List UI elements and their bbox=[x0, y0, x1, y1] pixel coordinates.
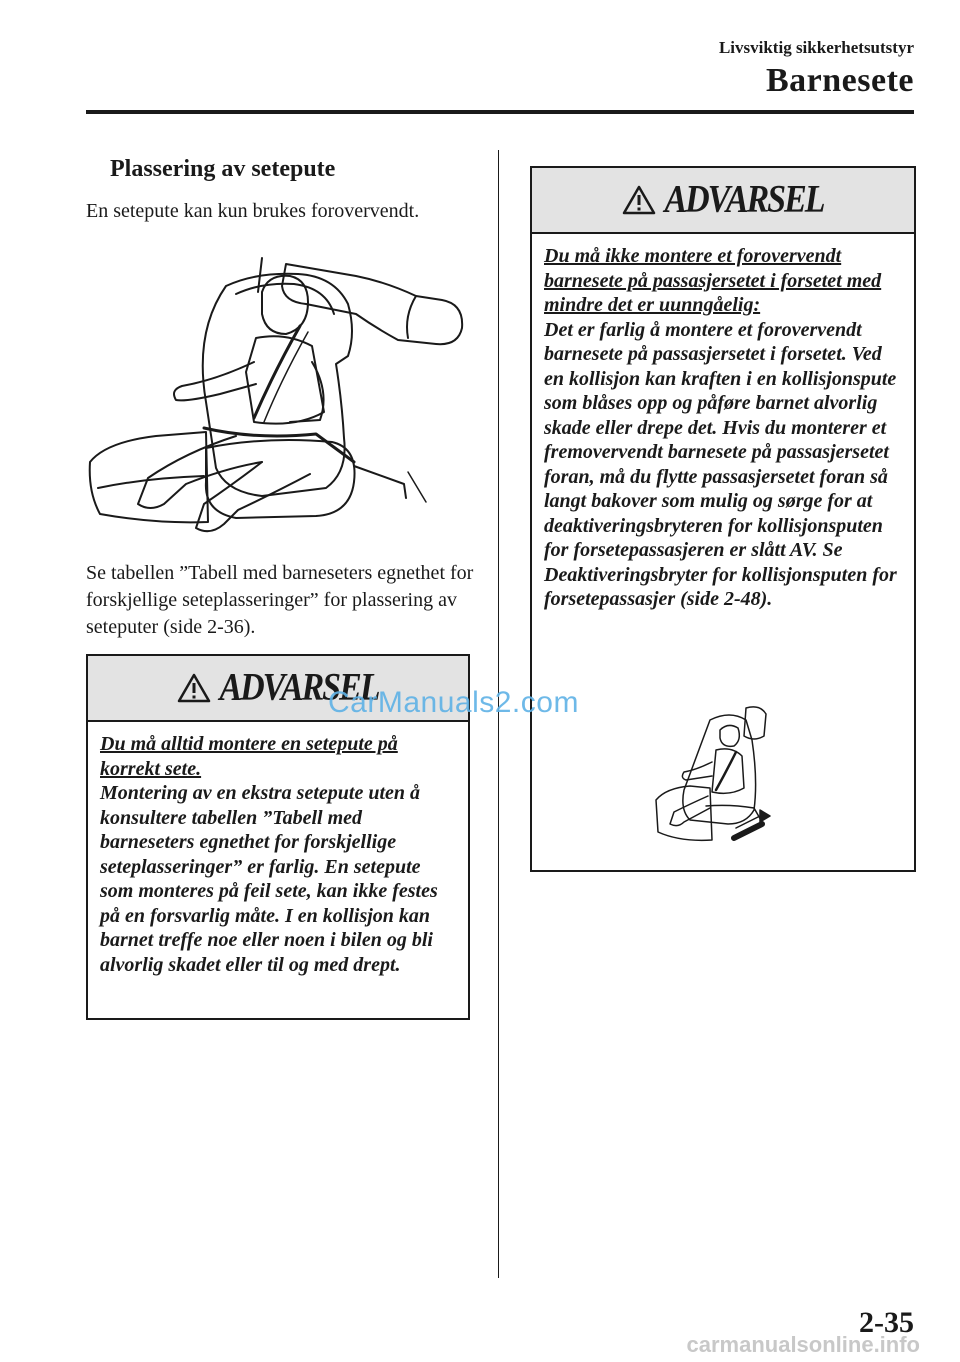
footer-url: carmanualsonline.info bbox=[686, 1332, 920, 1357]
warning-body bbox=[88, 722, 468, 977]
intro-text: En setepute kan kun brukes forovervendt. bbox=[86, 200, 420, 222]
chapter-title: Livsviktig sikkerhetsutstyr bbox=[718, 38, 914, 57]
front-seat-booster-illustration bbox=[650, 700, 780, 852]
warning-triangle-icon bbox=[177, 673, 211, 703]
warning-header bbox=[532, 168, 914, 234]
warning-title: ADVARSEL bbox=[219, 666, 379, 709]
header-rule bbox=[86, 110, 914, 114]
warning-text: Det er farlig å montere et forovervendt barnesete på passasjersetet i forsetet. Ved en kollisjon kan kraften i en kollisjonspute som blåses opp og påføre barnet alvorlig skade eller drepe det. Hvis du monterer et fremovervendt barnesete på passasjersetet foran, må du flytte passasjersetet foran så langt bakover som mulig og sørge for at deaktiveringsbryteren for kollisjonsputen for forsetepassasjeren er slått AV. Se Deaktiveringsbryter for kollisjonsputen for forsetepassasjer (side 2-48). bbox=[544, 318, 897, 610]
page-number: 2-35 bbox=[859, 1306, 914, 1339]
warning-title: ADVARSEL bbox=[664, 178, 824, 221]
booster-seat-illustration bbox=[86, 252, 470, 542]
reference-paragraph: Se tabellen ”Tabell med barneseters egnethet for forskjellige seteplasseringer” for plassering av seteputer (side 2-36). bbox=[86, 562, 474, 638]
warning-triangle-icon bbox=[622, 185, 656, 215]
watermark: CarManuals2.com bbox=[328, 686, 579, 719]
subsection-title: Plassering av setepute bbox=[110, 156, 336, 182]
warning-underlined-text: Du må alltid montere en setepute på korrekt sete. bbox=[100, 733, 398, 780]
section-title: Barnesete bbox=[765, 62, 914, 99]
warning-underlined-text: Du må ikke montere et forovervendt barnesete på passasjersetet i forsetet med mindre det er uunngåelig: bbox=[544, 245, 882, 316]
warning-text: Montering av en ekstra setepute uten å konsultere tabellen ”Tabell med barneseters egnethet for forskjellige seteplasseringer” er farlig. En setepute som monteres på feil sete, kan ikke festes på en forsvarlig måte. I en kollisjon kan barnet treffe noe eller noen i bilen og bli alvorlig skadet eller til og med drept. bbox=[100, 782, 438, 976]
warning-body bbox=[532, 234, 914, 612]
